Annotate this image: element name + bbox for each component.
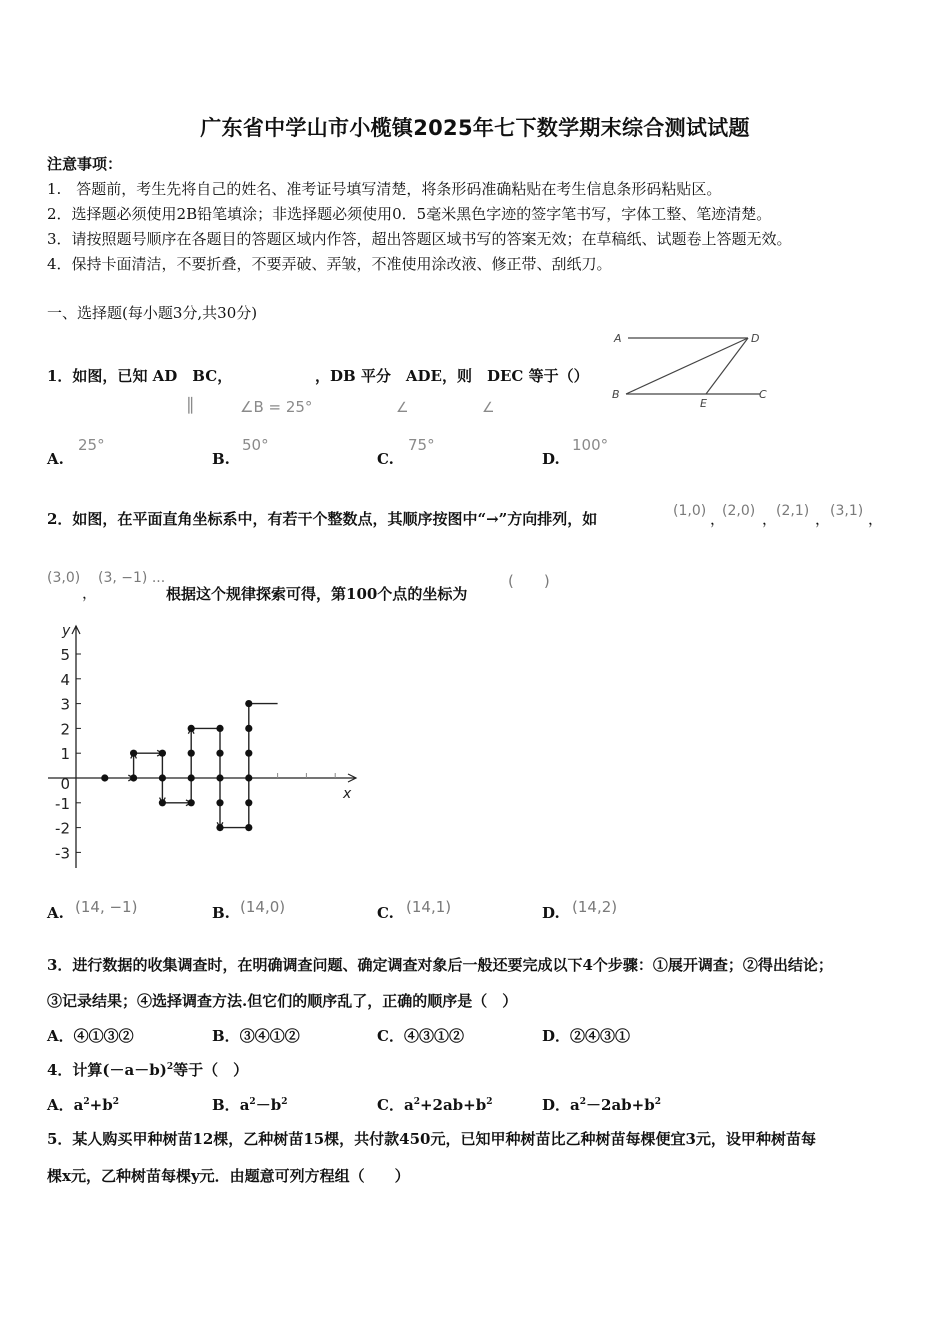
option-value: ④①③② bbox=[73, 1027, 134, 1045]
label-c: C bbox=[759, 388, 767, 401]
point-label: (1,0) bbox=[673, 503, 707, 519]
q4-sup: 2 bbox=[166, 1062, 174, 1072]
option-label-b[interactable]: B. bbox=[212, 450, 230, 468]
exponent: 2 bbox=[486, 1097, 493, 1107]
option-label: B． bbox=[212, 1027, 240, 1045]
y-tick-label: -2 bbox=[55, 819, 70, 838]
point-label: (2,1) bbox=[776, 503, 810, 519]
exponent: 2 bbox=[413, 1097, 420, 1107]
data-point bbox=[101, 774, 108, 781]
data-point bbox=[245, 774, 252, 781]
option-label: D． bbox=[542, 1027, 571, 1045]
data-point bbox=[216, 725, 223, 732]
point-label: (3, −1) ... bbox=[98, 570, 166, 586]
option-value: ④③①② bbox=[403, 1027, 464, 1045]
option-a[interactable] bbox=[47, 1094, 119, 1115]
option-label-b[interactable]: B. bbox=[212, 904, 230, 922]
notes-heading: 注意事项： bbox=[47, 155, 123, 173]
page-title: 广东省中学山市小榄镇2025年七下数学期末综合测试试题 bbox=[200, 116, 750, 140]
option-value: ②④③① bbox=[570, 1027, 631, 1045]
line-de bbox=[706, 338, 748, 394]
data-point bbox=[216, 774, 223, 781]
section-heading: 一、选择题(每小题3分,共30分) bbox=[47, 304, 258, 322]
y-tick-label: 5 bbox=[60, 646, 70, 664]
point-label: (3,0) bbox=[47, 570, 81, 586]
option-label: C． bbox=[377, 1027, 404, 1045]
line-bd bbox=[626, 338, 748, 394]
y-tick-label: 2 bbox=[60, 720, 70, 739]
option-label: C． bbox=[377, 1096, 404, 1114]
option-label: A． bbox=[47, 1027, 74, 1045]
answer-blank: ( ) bbox=[508, 572, 550, 590]
term: a bbox=[570, 1096, 580, 1114]
option-label-a[interactable]: A. bbox=[47, 904, 64, 922]
option-value-b: (14,0) bbox=[240, 898, 286, 916]
data-point bbox=[159, 774, 166, 781]
option-label-c[interactable]: C. bbox=[377, 904, 394, 922]
option-d[interactable] bbox=[542, 1025, 630, 1046]
q4-pre: 4．计算(－a－b) bbox=[47, 1061, 167, 1079]
option-d[interactable] bbox=[542, 1094, 661, 1115]
question-1-text-a: 1．如图，已知 AD BC， bbox=[47, 367, 233, 385]
option-c[interactable] bbox=[377, 1094, 493, 1115]
exponent: 2 bbox=[112, 1097, 119, 1107]
option-label-a[interactable]: A. bbox=[47, 450, 64, 468]
option-value-d: 100° bbox=[572, 436, 609, 454]
separator: ， bbox=[815, 510, 831, 528]
option-a[interactable] bbox=[47, 1025, 134, 1046]
data-point bbox=[245, 750, 252, 757]
question-1-text-b: ，DB 平分 ADE，则 DEC 等于（） bbox=[315, 367, 589, 385]
option-label: D． bbox=[542, 1096, 571, 1114]
exponent: 2 bbox=[83, 1097, 90, 1107]
angle-symbol: ∠ bbox=[482, 400, 495, 416]
option-c[interactable] bbox=[377, 1025, 464, 1046]
data-point bbox=[159, 799, 166, 806]
data-point bbox=[216, 750, 223, 757]
angle-b-expression: ∠B = 25° bbox=[240, 398, 313, 416]
question-5-line-2: 棵x元，乙种树苗每棵y元．由题意可列方程组（ ） bbox=[47, 1167, 410, 1185]
data-point bbox=[245, 799, 252, 806]
point-label: (2,0) bbox=[722, 503, 756, 519]
data-point bbox=[188, 750, 195, 757]
option-label-c[interactable]: C. bbox=[377, 450, 394, 468]
option-value-d: (14,2) bbox=[572, 898, 618, 916]
exponent: 2 bbox=[249, 1097, 256, 1107]
option-label: A． bbox=[47, 1096, 74, 1114]
y-tick-label: -3 bbox=[55, 844, 70, 863]
option-label-d[interactable]: D. bbox=[542, 450, 560, 468]
data-point bbox=[245, 725, 252, 732]
coordinate-plane-chart bbox=[40, 620, 370, 880]
data-point bbox=[188, 799, 195, 806]
label-b: B bbox=[612, 388, 620, 401]
label-a: A bbox=[614, 332, 622, 345]
question-2-text-b: 根据这个规律探索可得，第100个点的坐标为 bbox=[166, 585, 468, 603]
term: +2ab+b bbox=[419, 1096, 487, 1114]
note-item: 1. 答题前，考生先将自己的姓名、准考证号填写清楚，将条形码准确粘贴在考生信息条形码粘贴区。 bbox=[47, 180, 722, 198]
question-3-line-1: 3．进行数据的收集调查时，在明确调查问题、确定调查对象后一般还要完成以下4个步骤：①展开调查；②得出结论； bbox=[47, 956, 833, 974]
separator: ， bbox=[762, 510, 778, 528]
term: a bbox=[239, 1096, 250, 1114]
x-axis-label: x bbox=[343, 786, 352, 802]
q4-post: 等于（ ） bbox=[173, 1061, 249, 1079]
angle-symbol: ∠ bbox=[396, 400, 409, 416]
separator: ， bbox=[868, 510, 884, 528]
geometry-figure bbox=[608, 326, 778, 410]
term: +b bbox=[89, 1096, 113, 1114]
question-2-text-a: 2．如图，在平面直角坐标系中，有若干个整数点，其顺序按图中“→”方向排列，如 bbox=[47, 510, 598, 528]
data-point bbox=[130, 750, 137, 757]
y-tick-label: 1 bbox=[60, 745, 70, 764]
option-value-b: 50° bbox=[242, 436, 269, 454]
separator: ， bbox=[710, 510, 726, 528]
term: －b bbox=[255, 1096, 282, 1114]
note-item: 2．选择题必须使用2B铅笔填涂；非选择题必须使用0．5毫米黑色字迹的签字笔书写，字体工整、笔迹清楚。 bbox=[47, 205, 772, 223]
term: a bbox=[403, 1096, 414, 1114]
option-b[interactable] bbox=[212, 1025, 300, 1046]
data-point bbox=[245, 700, 252, 707]
option-value-a: (14, −1) bbox=[75, 898, 138, 916]
data-point bbox=[188, 725, 195, 732]
option-value-a: 25° bbox=[78, 436, 105, 454]
y-tick-label: 4 bbox=[60, 670, 70, 689]
exponent: 2 bbox=[579, 1097, 587, 1107]
question-4-text bbox=[47, 1059, 248, 1080]
data-point bbox=[245, 824, 252, 831]
question-5-line-1: 5．某人购买甲种树苗12棵，乙种树苗15棵，共付款450元，已知甲种树苗比乙种树苗每棵便宜3元，设甲种树苗每 bbox=[47, 1130, 816, 1148]
y-tick-label: 3 bbox=[60, 695, 70, 714]
option-value-c: 75° bbox=[408, 436, 435, 454]
option-label-d[interactable]: D. bbox=[542, 904, 560, 922]
option-value: ③④①② bbox=[239, 1027, 300, 1045]
y-tick-label: -1 bbox=[55, 794, 70, 813]
label-d: D bbox=[751, 332, 760, 345]
exponent: 2 bbox=[281, 1097, 288, 1107]
term: a bbox=[73, 1096, 84, 1114]
data-point bbox=[216, 824, 223, 831]
y-axis-label: y bbox=[62, 623, 71, 639]
data-point bbox=[130, 774, 137, 781]
data-point bbox=[159, 750, 166, 757]
point-path bbox=[134, 704, 278, 828]
note-item: 4．保持卡面清洁，不要折叠，不要弄破、弄皱，不准使用涂改液、修正带、刮纸刀。 bbox=[47, 255, 612, 273]
parallel-symbol: ∥ bbox=[186, 395, 195, 415]
option-b[interactable] bbox=[212, 1094, 287, 1115]
term: －2ab+b bbox=[586, 1096, 655, 1114]
question-3-line-2: ③记录结果；④选择调查方法.但它们的顺序乱了，正确的顺序是（ ） bbox=[47, 992, 518, 1010]
label-e: E bbox=[700, 397, 707, 410]
option-label: B． bbox=[212, 1096, 240, 1114]
data-point bbox=[216, 799, 223, 806]
exponent: 2 bbox=[654, 1097, 661, 1107]
note-item: 3．请按照题号顺序在各题目的答题区域内作答，超出答题区域书写的答案无效；在草稿纸、试题卷上答题无效。 bbox=[47, 230, 792, 248]
data-point bbox=[188, 774, 195, 781]
option-value-c: (14,1) bbox=[406, 898, 452, 916]
y-tick-label: 0 bbox=[60, 775, 70, 793]
point-label: (3,1) bbox=[830, 503, 864, 519]
separator: ， bbox=[82, 584, 98, 602]
